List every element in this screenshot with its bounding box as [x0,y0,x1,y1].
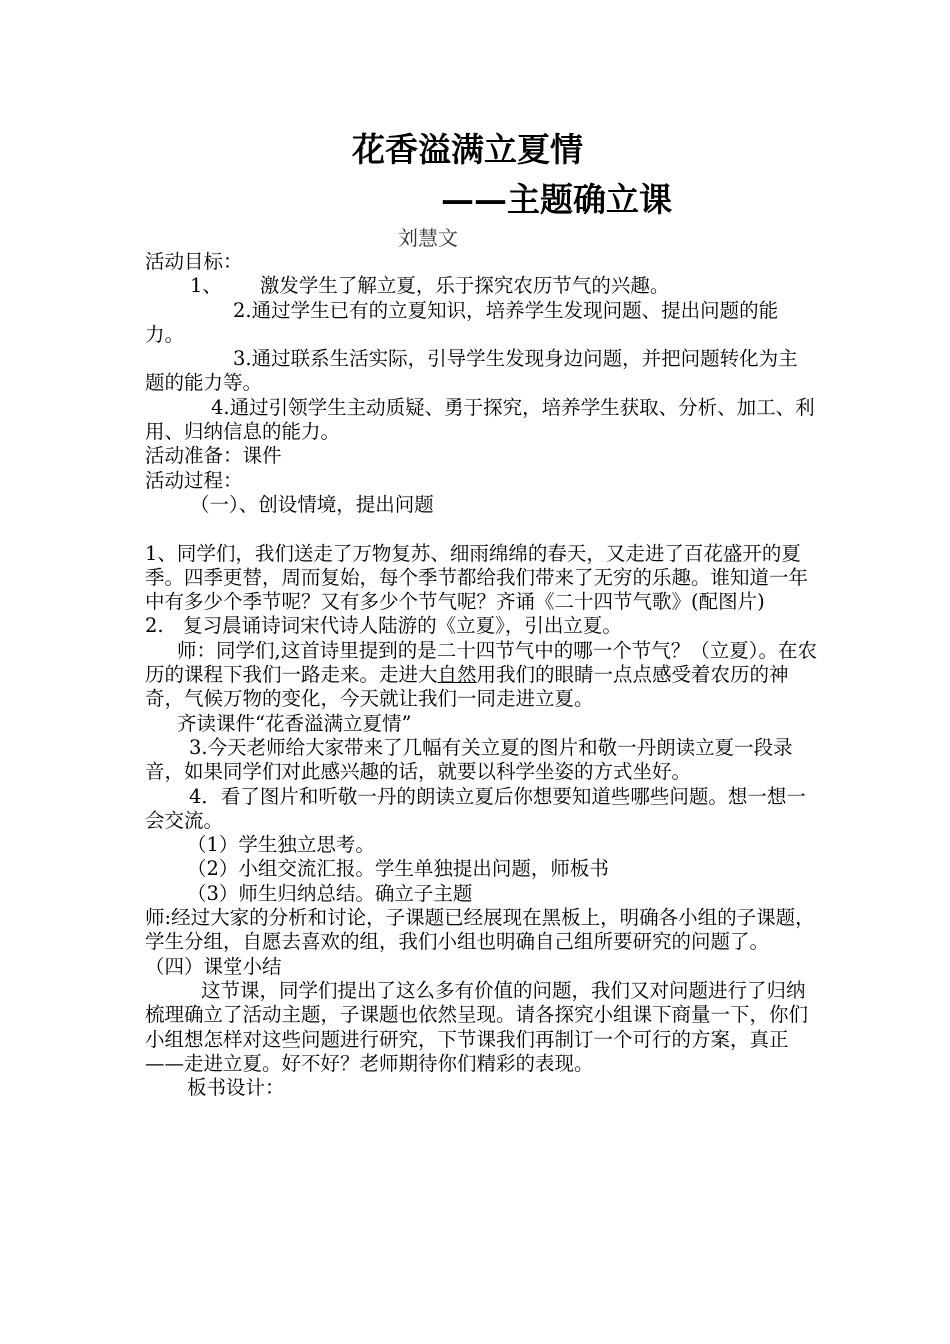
blank-line [145,517,817,541]
process-heading: 活动过程： [145,468,243,492]
activity-preparation: 活动准备：课件 [145,444,282,468]
board-design-heading: 板书设计： [187,1076,285,1100]
goal-2: 2.通过学生已有的立夏知识，培养学生发现问题、提出问题的能力。 [145,298,779,346]
paragraph-8: 这节课，同学们提出了这么多有价值的问题，我们又对问题进行了归纳梳理确立了活动主题，子课题也依然呈现。请各探究小组课下商量一下，你们小组想怎样对这些问题进行研究，下节课我们再制订一个可行的方案，真正——走进立夏。好不好？老师期待你们精彩的表现。 [145,978,809,1075]
author-name: 刘慧文 [398,226,458,250]
goal-1-text: 激发学生了解立夏，乐于探究农历节气的兴趣。 [259,274,670,298]
goal-1 [145,274,817,298]
goal-4: 4.通过引领学生主动质疑、勇于探究，培养学生获取、分析、加工、利用、归纳信息的能力。 [145,395,815,444]
underlined-word: 自然 [437,663,477,687]
goals-heading: 活动目标： [145,250,243,273]
paragraph-5: 3.今天老师给大家带来了几幅有关立夏的图片和敬一丹朗读立夏一段录音，如果同学们对此感兴趣的话，就要以科学坐姿的方式坐好。 [145,735,793,784]
document-body [145,250,817,1100]
paragraph-1: 1、同学们，我们送走了万物复苏、细雨绵绵的春天，又走进了百花盛开的夏季。四季更替，周而复始，每个季节都给我们带来了无穷的乐趣。谁知道一年中有多少个季节呢？又有多少个节气呢？齐诵《二十四节气歌》(配图片) [145,541,809,614]
goal-3: 3.通过联系生活实际，引导学生发现身边问题，并把问题转化为主题的能力等。 [145,347,798,395]
step-3: （3）师生归纳总结。确立子主题 [187,881,473,905]
paragraph-7: 师:经过大家的分析和讨论，子课题已经展现在黑板上，明确各小组的子课题，学生分组，自愿去喜欢的组，我们小组也明确自己组所要研究的问题了。 [145,906,815,954]
paragraph-4: 齐读课件“花香溢满立夏情” [177,711,412,735]
paragraph-2: 2. 复习晨诵诗词宋代诗人陆游的《立夏》，引出立夏。 [145,614,622,638]
goal-1-number: 1、 [190,274,222,298]
step-1: （1）学生独立思考。 [187,833,375,857]
document-subtitle: ——主题确立课 [441,180,672,219]
part-1-heading: （一）、创设情境，提出问题 [190,492,434,516]
paragraph-3 [145,639,817,712]
paragraph-6: 4．看了图片和听敬一丹的朗读立夏后你想要知道些哪些问题。想一想一会交流。 [145,784,806,832]
paragraph-3-text-before: 师：同学们,这首诗里提到的是二十四节气中的哪一个节气？（立夏）。在农历的课程下我们一路走来。走进大 [145,638,817,687]
document-title: 花香溢满立夏情 [352,130,583,169]
step-2: （2）小组交流汇报。学生单独提出问题，师板书 [187,857,609,881]
paragraph-3-text-after: 用我们的眼睛一点点感受着农历的神奇，气候万物的变化，今天就让我们一同走进立夏。 [145,663,789,711]
part-4-heading: （四）课堂小结 [145,954,282,978]
